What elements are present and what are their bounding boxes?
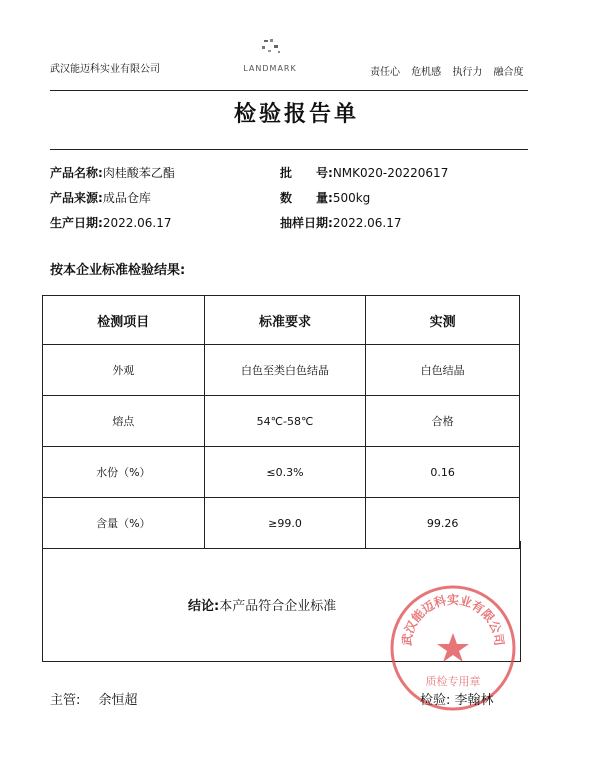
product-name-field xyxy=(50,164,175,181)
batch-label: 批 号: xyxy=(280,166,333,180)
document-title: 检验报告单 xyxy=(233,102,359,127)
column-header: 标准要求 xyxy=(204,296,366,345)
table-header-row xyxy=(43,296,520,345)
stamp-inner-text: 质检专用章 xyxy=(425,675,481,688)
header-divider xyxy=(50,90,528,91)
product-name-value: 肉桂酸苯乙酯 xyxy=(102,166,175,180)
test-item-cell: 外观 xyxy=(43,345,205,396)
test-item-cell: 水份（%） xyxy=(43,447,205,498)
motto-item: 融合度 xyxy=(493,67,524,78)
stamp-outer-text: 武汉能迈科实业有限公司 xyxy=(399,592,507,647)
result-cell: 99.26 xyxy=(366,498,520,549)
result-cell: 白色结晶 xyxy=(366,345,520,396)
quantity-label: 数 量: xyxy=(280,191,333,205)
star-icon xyxy=(437,633,469,662)
standard-cell: ≥99.0 xyxy=(204,498,366,549)
logo-text: LANDMARK xyxy=(243,64,297,73)
production-date-field xyxy=(50,214,172,231)
quantity-value: 500kg xyxy=(332,191,371,205)
conclusion xyxy=(188,595,336,614)
table-row xyxy=(43,396,520,447)
batch-field xyxy=(280,164,448,181)
motto-list xyxy=(362,63,524,78)
motto-item: 执行力 xyxy=(452,67,483,78)
supervisor-signature xyxy=(50,689,138,708)
test-item-cell: 含量（%） xyxy=(43,498,205,549)
result-cell: 0.16 xyxy=(366,447,520,498)
motto-item: 危机感 xyxy=(411,67,442,78)
title-divider xyxy=(50,149,528,150)
conclusion-label: 结论: xyxy=(188,599,220,614)
sample-date-label: 抽样日期: xyxy=(280,216,333,230)
source-label: 产品来源: xyxy=(50,191,103,205)
source-value: 成品仓库 xyxy=(102,191,151,205)
product-name-label: 产品名称: xyxy=(50,166,103,180)
column-header: 实测 xyxy=(366,296,520,345)
test-item-cell: 熔点 xyxy=(43,396,205,447)
table-row xyxy=(43,447,520,498)
table-row xyxy=(43,345,520,396)
batch-value: NMK020-20220617 xyxy=(332,166,449,180)
company-logo xyxy=(240,36,300,73)
column-header: 检测项目 xyxy=(43,296,205,345)
supervisor-name: 余恒超 xyxy=(98,693,138,708)
inspector-label: 检验: xyxy=(420,693,451,708)
source-field xyxy=(50,189,151,206)
inspection-table xyxy=(42,295,520,549)
standard-cell: 54℃-58℃ xyxy=(204,396,366,447)
result-cell: 合格 xyxy=(366,396,520,447)
section-title: 按本企业标准检验结果: xyxy=(50,263,186,278)
production-date-label: 生产日期: xyxy=(50,216,103,230)
standard-cell: 白色至类白色结晶 xyxy=(204,345,366,396)
inspector-name: 李翰林 xyxy=(454,693,494,708)
standard-cell: ≤0.3% xyxy=(204,447,366,498)
inspector-signature xyxy=(420,689,494,708)
sample-date-field xyxy=(280,214,402,231)
supervisor-label: 主管: xyxy=(50,693,81,708)
production-date-value: 2022.06.17 xyxy=(102,216,172,230)
sample-date-value: 2022.06.17 xyxy=(332,216,402,230)
conclusion-text: 本产品符合企业标准 xyxy=(219,599,337,614)
motto-item: 责任心 xyxy=(370,67,400,78)
quantity-field xyxy=(280,189,370,206)
logo-mark-icon xyxy=(240,36,300,58)
company-name: 武汉能迈科实业有限公司 xyxy=(50,64,160,75)
